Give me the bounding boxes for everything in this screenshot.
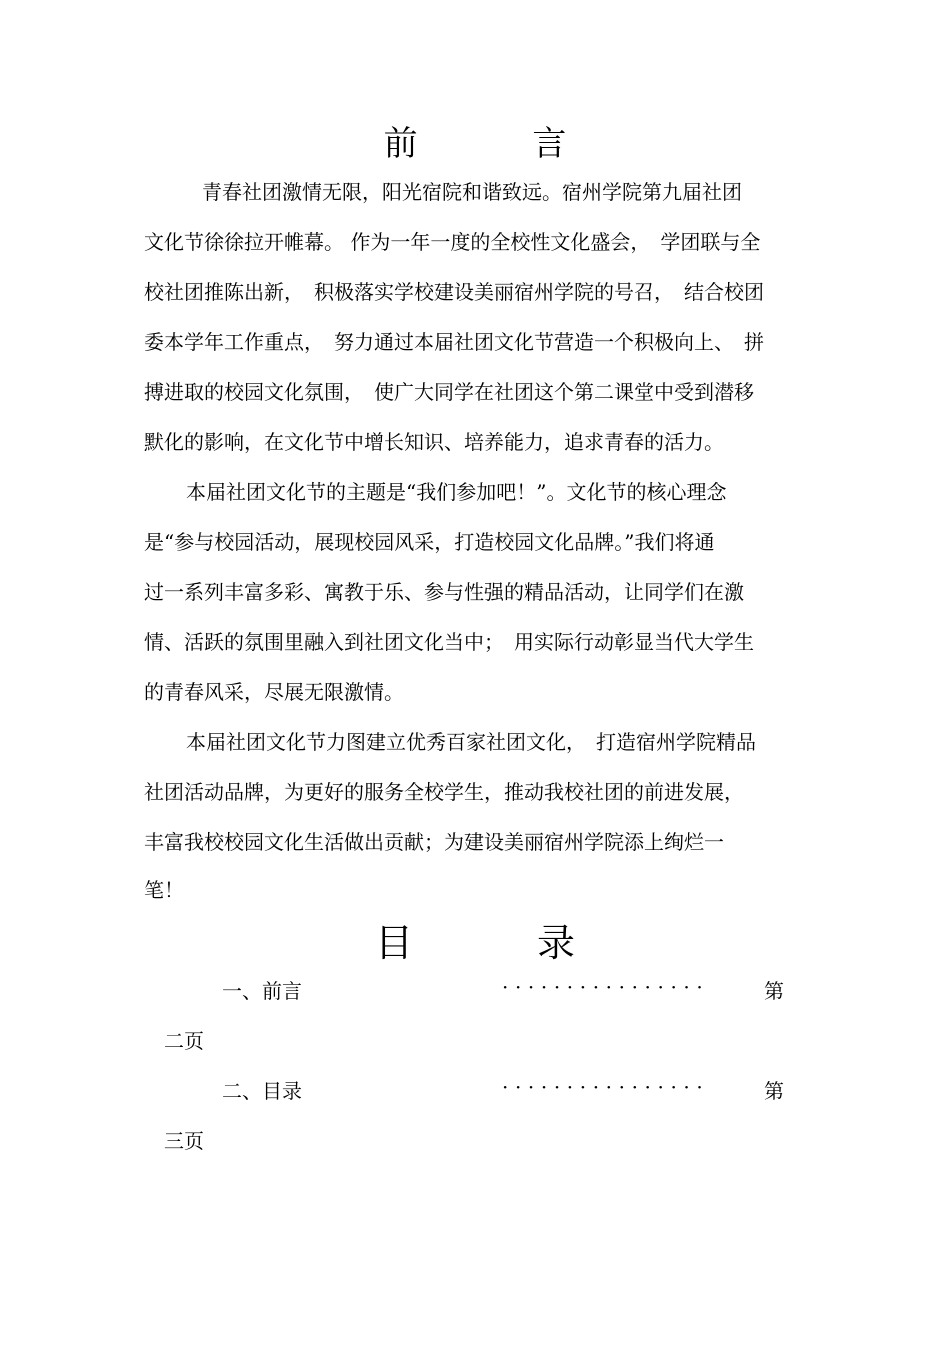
- preface-line: 丰富我校校园文化生活做出贡献；为建设美丽宿州学院添上绚烂一: [144, 830, 724, 854]
- toc-page-suffix: 三页: [164, 1129, 204, 1153]
- toc-title: 目 录: [374, 921, 632, 965]
- preface-line: 本届社团文化节的主题是“我们参加吧！”。文化节的核心理念: [186, 480, 727, 504]
- preface-line: 默化的影响，在文化节中增长知识、培养能力，追求青春的活力。: [144, 430, 724, 454]
- preface-line: 文化节徐徐拉开帷幕。 作为一年一度的全校性文化盛会， 学团联与全: [144, 230, 761, 254]
- preface-line: 情、活跃的氛围里融入到社团文化当中； 用实际行动彰显当代大学生: [144, 630, 754, 654]
- preface-line: 是“参与校园活动，展现校园风采，打造校园文化品牌。”我们将通: [144, 530, 715, 554]
- preface-line: 委本学年工作重点， 努力通过本届社团文化节营造一个积极向上、 拼: [144, 330, 764, 354]
- toc-page-prefix: 第: [764, 979, 784, 1003]
- preface-line: 本届社团文化节力图建立优秀百家社团文化， 打造宿州学院精品: [186, 730, 756, 754]
- preface-line: 的青春风采，尽展无限激情。: [144, 680, 404, 704]
- preface-line: 搏进取的校园文化氛围， 使广大同学在社团这个第二课堂中受到潜移: [144, 380, 754, 404]
- preface-line: 青春社团激情无限，阳光宿院和谐致远。宿州学院第九届社团: [202, 180, 742, 204]
- toc-entry-label: 一、前言: [222, 979, 302, 1003]
- preface-line: 校社团推陈出新， 积极落实学校建设美丽宿州学院的号召， 结合校团: [144, 280, 764, 304]
- toc-page-prefix: 第: [764, 1079, 784, 1103]
- toc-entry-label: 二、目录: [222, 1079, 302, 1103]
- toc-leader-dots: ················: [502, 975, 710, 999]
- preface-line: 笔！: [144, 878, 184, 902]
- preface-line: 过一系列丰富多彩、寓教于乐、参与性强的精品活动，让同学们在激: [144, 580, 744, 604]
- preface-title: 前 言: [383, 124, 619, 164]
- preface-line: 社团活动品牌，为更好的服务全校学生，推动我校社团的前进发展，: [144, 780, 744, 804]
- toc-page-suffix: 二页: [164, 1029, 204, 1053]
- toc-leader-dots: ················: [502, 1075, 710, 1099]
